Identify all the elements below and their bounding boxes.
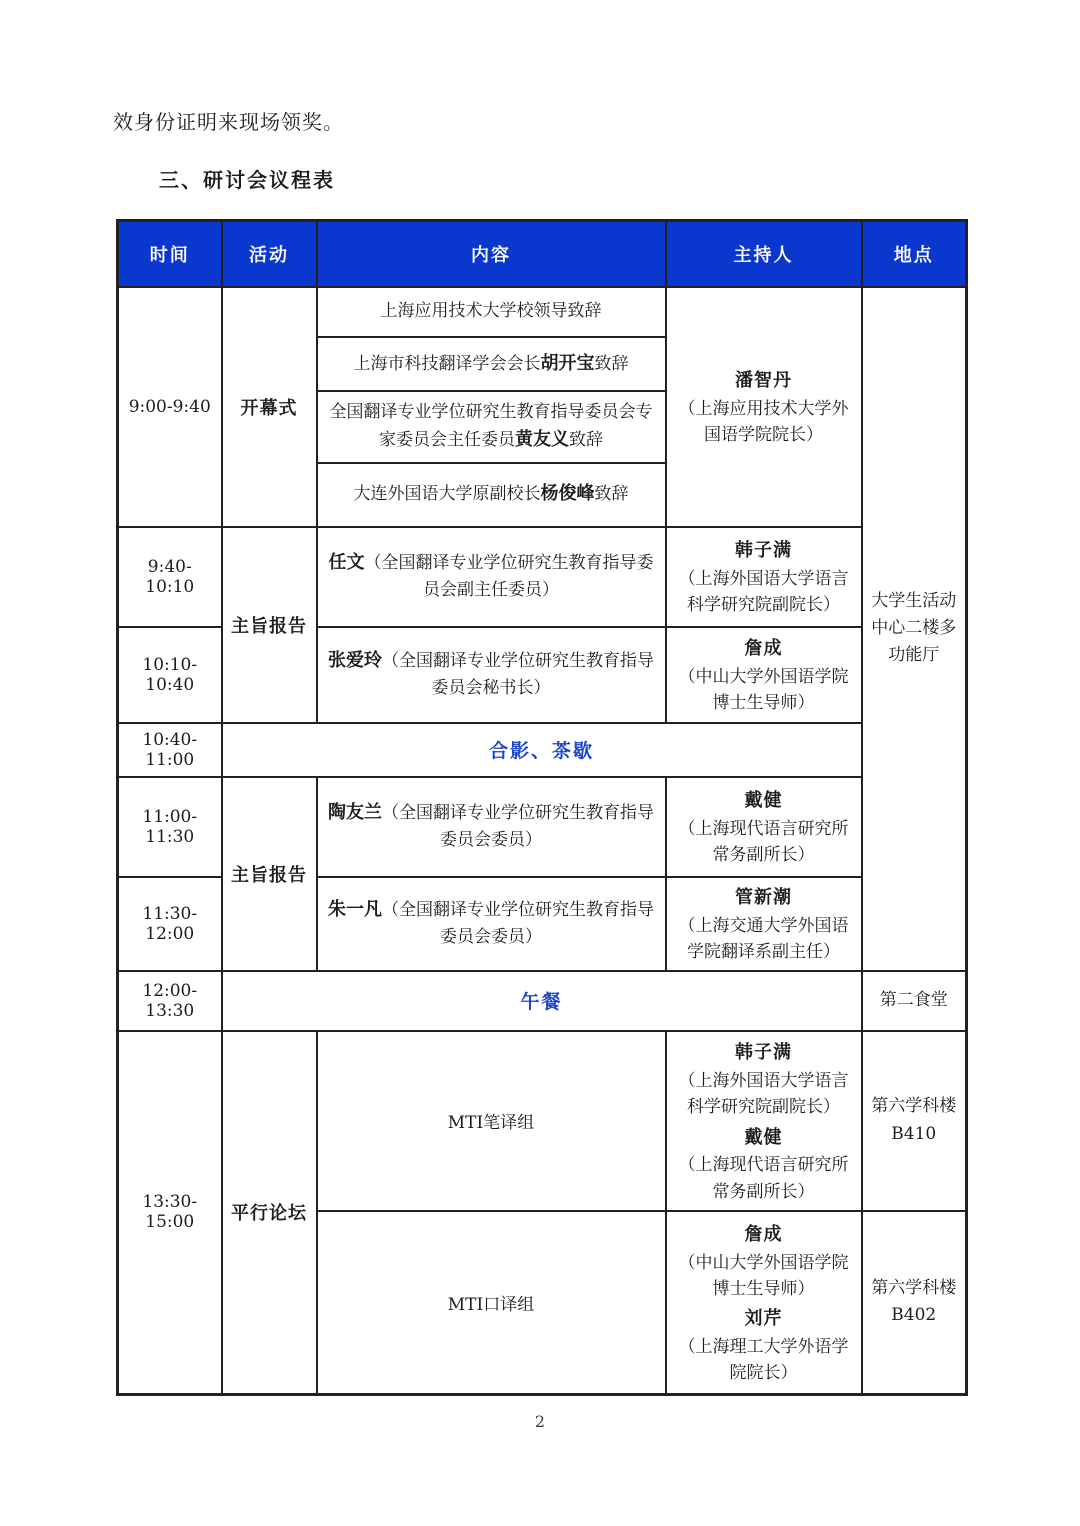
- content-item-name: 黄友义: [515, 428, 569, 450]
- content-item-text: 致辞: [569, 429, 603, 450]
- time-cell: 13:30-15:00: [118, 1031, 222, 1395]
- host-cell: [666, 287, 862, 527]
- intro-text: 效身份证明来现场领奖。: [113, 110, 344, 134]
- time-cell: 9:40-10:10: [118, 527, 222, 627]
- content-item-text: 致辞: [594, 483, 629, 504]
- row-forum-written: [118, 1031, 967, 1211]
- speaker-name: 朱一凡: [328, 898, 382, 920]
- host-name: 詹成: [744, 1223, 783, 1245]
- activity-cell: 开幕式: [222, 287, 317, 527]
- host-name: 詹成: [744, 638, 783, 660]
- time-cell: 11:00-11:30: [118, 777, 222, 877]
- page-number: 2: [534, 1412, 546, 1431]
- host-cell: [666, 877, 862, 971]
- speaker-cell: [317, 527, 666, 627]
- row-opening: [118, 287, 967, 527]
- host-cell: [666, 1031, 862, 1211]
- location-cell: 第二食堂: [862, 971, 967, 1031]
- host-cell: [666, 527, 862, 627]
- speaker-cell: [317, 627, 666, 723]
- section-title: 三、研讨会议程表: [159, 168, 335, 192]
- speaker-cell: [317, 877, 666, 971]
- location-cell: 第六学科楼B402: [862, 1211, 967, 1395]
- content-cell: MTI笔译组: [317, 1031, 666, 1211]
- speaker-name: 陶友兰: [328, 801, 382, 823]
- activity-cell: 平行论坛: [222, 1031, 317, 1395]
- schedule-table: [116, 219, 968, 1396]
- time-cell: 10:40-11:00: [118, 723, 222, 777]
- header-cell-host: 主持人: [666, 221, 862, 287]
- content-item-text: 全国翻译专业学位研究生教育指导委员会专家委员会主任委员: [329, 402, 653, 450]
- speaker-name: 任文: [328, 551, 365, 573]
- activity-cell: 主旨报告: [222, 527, 317, 723]
- content-item: [318, 288, 665, 338]
- content-item: [318, 464, 665, 524]
- content-item-name: 胡开宝: [540, 352, 595, 374]
- content-item-text: 致辞: [594, 353, 629, 374]
- header-cell-activity: 活动: [222, 221, 317, 287]
- speaker-desc: （全国翻译专业学位研究生教育指导委员会秘书长）: [382, 650, 654, 699]
- row-break: [118, 723, 967, 777]
- host-desc: （上海理工大学外语学院院长）: [678, 1337, 849, 1384]
- location-cell: 第六学科楼B410: [862, 1031, 967, 1211]
- host-name: 韩子满: [735, 540, 792, 562]
- content-cell: [317, 287, 666, 527]
- host-desc: （上海现代语言研究所常务副所长）: [678, 819, 849, 866]
- row-lunch: [118, 971, 967, 1031]
- content-item: [318, 392, 665, 464]
- host-cell: [666, 777, 862, 877]
- content-item-text: 上海市科技翻译学会会长: [353, 353, 541, 374]
- content-cell: MTI口译组: [317, 1211, 666, 1395]
- host-desc: （中山大学外国语学院博士生导师）: [678, 1252, 849, 1299]
- speaker-desc: （全国翻译专业学位研究生教育指导委员会副主任委员）: [364, 552, 654, 601]
- speaker-cell: [317, 777, 666, 877]
- content-item-name: 杨俊峰: [540, 482, 595, 504]
- header-cell-time: 时间: [118, 221, 222, 287]
- host-desc: （上海外国语大学语言科学研究院副院长）: [678, 569, 849, 616]
- row-keynote3: [118, 777, 967, 877]
- host-desc: （上海现代语言研究所常务副所长）: [678, 1155, 849, 1202]
- host-name: 潘智丹: [735, 370, 792, 392]
- header-cell-content: 内容: [317, 221, 666, 287]
- location-cell-main-venue: 大学生活动中心二楼多功能厅: [862, 287, 967, 971]
- header-cell-location: 地点: [862, 221, 967, 287]
- host-desc: （中山大学外国语学院博士生导师）: [678, 667, 849, 714]
- host-name: 戴健: [744, 790, 783, 812]
- host-desc: （上海交通大学外国语学院翻译系副主任）: [678, 916, 849, 963]
- time-cell: 10:10-10:40: [118, 627, 222, 723]
- host-cell: [666, 627, 862, 723]
- speaker-desc: （全国翻译专业学位研究生教育指导委员会委员）: [382, 802, 654, 851]
- host-name: 刘芹: [744, 1308, 783, 1330]
- host-desc: （上海外国语大学语言科学研究院副院长）: [678, 1070, 849, 1118]
- time-cell: 11:30-12:00: [118, 877, 222, 971]
- content-item-text: 大连外国语大学原副校长: [353, 483, 541, 504]
- time-cell: 9:00-9:40: [118, 287, 222, 527]
- host-desc: （上海应用技术大学外国语学院院长）: [678, 399, 849, 446]
- host-name: 戴健: [744, 1126, 783, 1148]
- host-name: 管新潮: [735, 887, 792, 909]
- lunch-label-cell: 午餐: [222, 971, 862, 1031]
- speaker-desc: （全国翻译专业学位研究生教育指导委员会委员）: [382, 899, 654, 948]
- row-keynote1: [118, 527, 967, 627]
- host-name: 韩子满: [735, 1041, 792, 1063]
- table-header-row: [118, 221, 967, 287]
- content-item: [318, 338, 665, 392]
- speaker-name: 张爱玲: [328, 649, 382, 671]
- activity-cell: 主旨报告: [222, 777, 317, 971]
- host-cell: [666, 1211, 862, 1395]
- time-cell: 12:00-13:30: [118, 971, 222, 1031]
- break-label-cell: 合影、茶歇: [222, 723, 862, 777]
- content-item-text: 上海应用技术大学校领导致辞: [380, 301, 602, 322]
